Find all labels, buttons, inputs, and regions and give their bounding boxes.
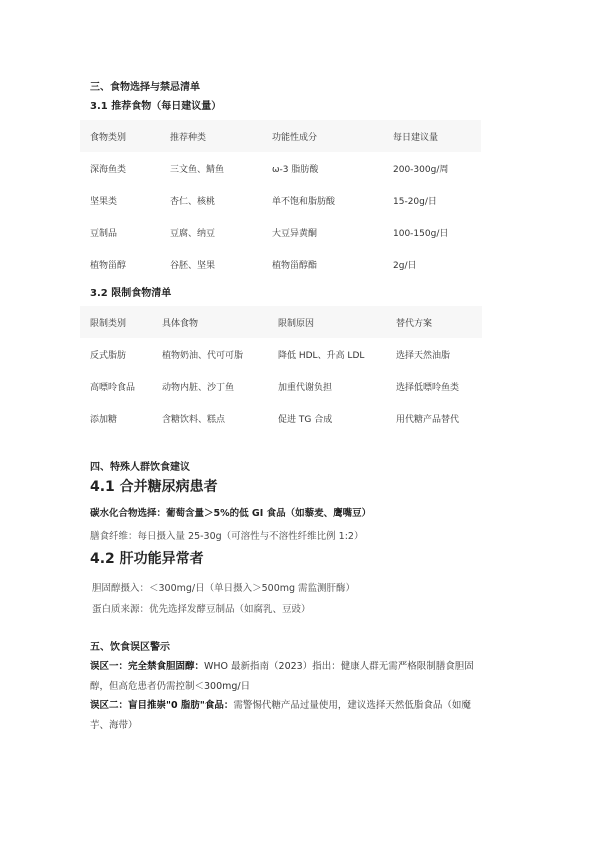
- table-cell: 100-150g/日: [393, 228, 449, 239]
- table-cell: 植物甾醇: [90, 260, 127, 271]
- table-cell: 大豆异黄酮: [272, 228, 318, 239]
- table-cell: 200-300g/周: [393, 164, 449, 175]
- table-cell: 杏仁、核桃: [170, 196, 216, 207]
- table-cell: 深海鱼类: [90, 164, 127, 175]
- table-cell: 动物内脏、沙丁鱼: [162, 382, 235, 393]
- section5-title: 五、饮食误区警示: [90, 642, 170, 653]
- table-cell: 添加糖: [90, 414, 118, 425]
- table-header-row: [80, 120, 481, 152]
- section3-sub1: 3.1 推荐食物（每日建议量）: [90, 101, 222, 112]
- misconception-2-text: 需警惕代糖产品过量使用，建议选择天然低脂食品（如魔: [233, 700, 471, 711]
- table-header-row: [80, 306, 482, 338]
- table-row: [80, 184, 481, 216]
- section4-sub1: 4.1 合并糖尿病患者: [90, 479, 218, 495]
- table-cell: 单不饱和脂肪酸: [272, 196, 336, 207]
- table-header-cell: 具体食物: [152, 306, 268, 338]
- section3-sub2: 3.2 限制食物清单: [90, 288, 172, 299]
- table-cell: 15-20g/日: [393, 196, 437, 207]
- table-header-cell: 食物类别: [80, 120, 160, 152]
- misconception-1: [90, 658, 474, 672]
- table-row: [80, 152, 481, 184]
- recommended-foods-table: [80, 120, 481, 280]
- table-cell: 豆腐、纳豆: [170, 228, 216, 239]
- misconception-1-text: WHO 最新指南（2023）指出：健康人群无需严格限制膳食胆固: [204, 661, 474, 672]
- misconception-2-text-cont: 芋、海带）: [90, 720, 138, 731]
- table-header-cell: 每日建议量: [383, 120, 481, 152]
- table-cell: 选择天然油脂: [396, 350, 451, 361]
- table-cell: 用代糖产品替代: [396, 414, 460, 425]
- misconception-1-text-cont: 醇，但高危患者仍需控制＜300mg/日: [90, 681, 251, 692]
- misconception-2-label: 误区二：盲目推崇"0 脂肪"食品：: [90, 700, 234, 711]
- section3-title: 三、食物选择与禁忌清单: [90, 82, 200, 93]
- table-cell: 2g/日: [393, 260, 417, 271]
- section4-sub2: 4.2 肝功能异常者: [90, 551, 204, 567]
- table-cell: 促进 TG 合成: [278, 414, 333, 425]
- table-cell: 含糖饮料、糕点: [162, 414, 226, 425]
- table-cell: ω-3 脂肪酸: [272, 164, 319, 175]
- table-header-cell: 替代方案: [386, 306, 482, 338]
- table-cell: 加重代谢负担: [278, 382, 333, 393]
- table-header-cell: 推荐种类: [160, 120, 262, 152]
- table-cell: 豆制品: [90, 228, 118, 239]
- misconception-1-label: 误区一：完全禁食胆固醇：: [90, 661, 205, 672]
- table-header-cell: 限制原因: [268, 306, 386, 338]
- table-cell: 植物甾醇酯: [272, 260, 318, 271]
- table-cell: 降低 HDL、升高 LDL: [278, 350, 365, 361]
- table-cell: 谷胚、坚果: [170, 260, 216, 271]
- table-header-cell: 限制类别: [80, 306, 152, 338]
- section4-sub2-line2: 蛋白质来源：优先选择发酵豆制品（如腐乳、豆豉）: [92, 604, 311, 615]
- table-cell: 植物奶油、代可可脂: [162, 350, 244, 361]
- table-row: [80, 248, 481, 280]
- section4-title: 四、特殊人群饮食建议: [90, 462, 190, 473]
- section4-sub1-line1: 碳水化合物选择：葡萄含量＞5%的低 GI 食品（如藜麦、鹰嘴豆）: [90, 508, 372, 519]
- table-cell: 选择低嘌呤鱼类: [396, 382, 460, 393]
- restricted-foods-table: [80, 306, 482, 434]
- table-cell: 反式脂肪: [90, 350, 127, 361]
- table-row: [80, 216, 481, 248]
- table-cell: 三文鱼、鲭鱼: [170, 164, 225, 175]
- table-row: [80, 402, 482, 434]
- table-row: [80, 370, 482, 402]
- table-row: [80, 338, 482, 370]
- misconception-2: [90, 697, 471, 711]
- section4-sub2-line1: 胆固醇摄入：＜300mg/日（单日摄入＞500mg 需监测肝酶）: [92, 583, 356, 594]
- table-header-cell: 功能性成分: [262, 120, 383, 152]
- section4-sub1-line2: 膳食纤维：每日摄入量 25-30g（可溶性与不溶性纤维比例 1:2）: [90, 531, 364, 542]
- table-cell: 坚果类: [90, 196, 118, 207]
- table-cell: 高嘌呤食品: [90, 382, 136, 393]
